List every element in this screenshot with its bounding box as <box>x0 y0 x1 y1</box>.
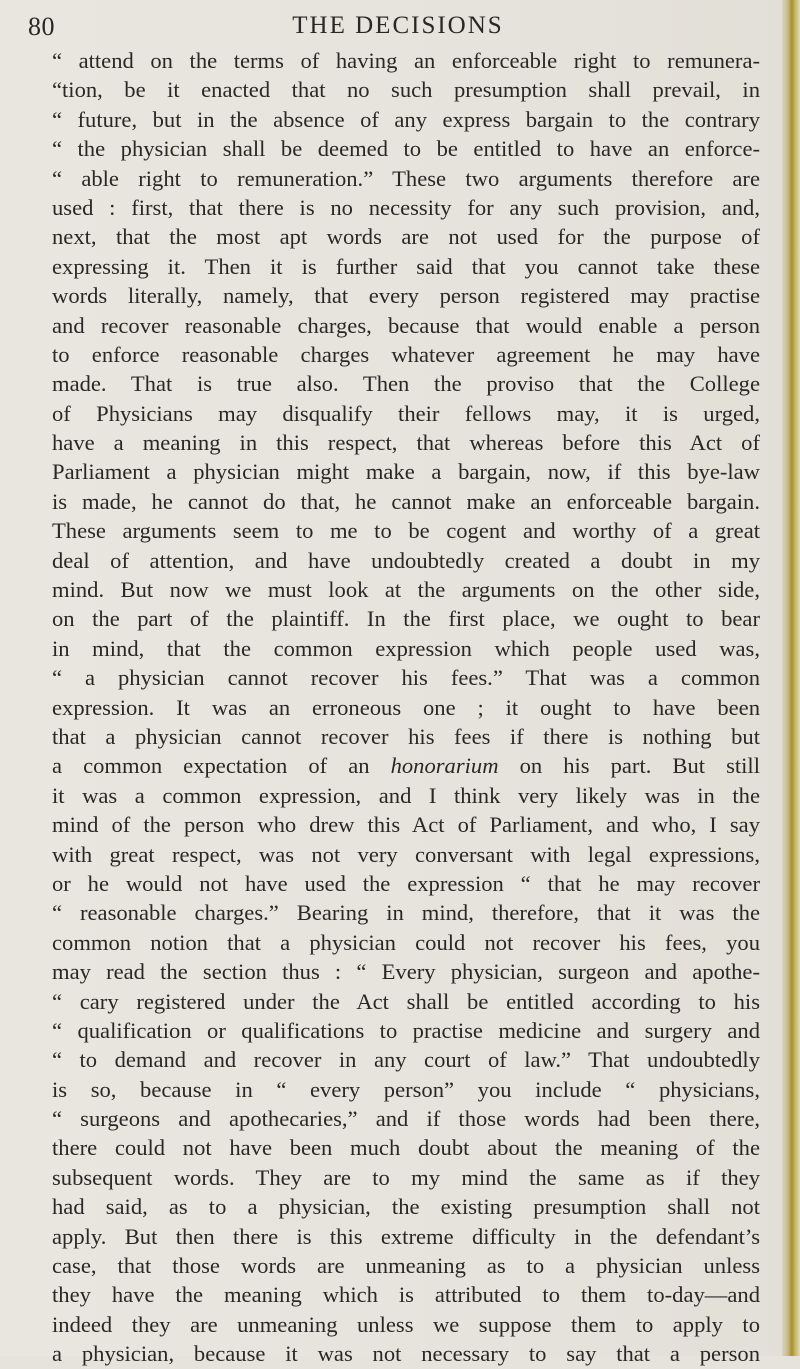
text-line: case, that those words are unmeaning as to a physician unless <box>52 1253 760 1279</box>
text-line: “ a physician cannot recover his fees.” That was a common <box>52 665 760 691</box>
page-header <box>28 6 768 46</box>
text-line: they have the meaning which is attributed to them to-day—and <box>52 1282 760 1308</box>
text-line: used : first, that there is no necessity for any such provision, and, <box>52 194 760 220</box>
text-line: made. That is true also. Then the proviso that the College <box>52 371 760 397</box>
text-line: deal of attention, and have undoubtedly created a doubt in my <box>52 547 760 573</box>
text-line: next, that the most apt words are not used for the purpose of <box>52 224 760 250</box>
text-line: “ surgeons and apothecaries,” and if those words had been there, <box>52 1106 760 1132</box>
text-line: expression. It was an erroneous one ; it ought to have been <box>52 694 760 720</box>
text-line: “ the physician shall be deemed to be entitled to have an enforce- <box>52 136 760 162</box>
text-line: on the part of the plaintiff. In the first place, we ought to bear <box>52 606 760 632</box>
text-line: and recover reasonable charges, because that would enable a person <box>52 312 760 338</box>
text-fragment: on his part. But still <box>498 753 760 779</box>
text-line: “ attend on the terms of having an enforceable right to remunera- <box>52 48 760 73</box>
text-line: have a meaning in this respect, that whereas before this Act of <box>52 430 760 456</box>
page-number: 80 <box>28 12 55 41</box>
text-line: had said, as to a physician, the existing presumption shall not <box>52 1194 760 1220</box>
text-line: Parliament a physician might make a bargain, now, if this bye-law <box>52 459 760 485</box>
text-line: “ cary registered under the Act shall be entitled according to his <box>52 988 760 1014</box>
running-title: THE DECISIONS <box>292 12 504 39</box>
text-line: that a physician cannot recover his fees if there is nothing but <box>52 723 760 749</box>
text-line-with-italic <box>52 751 760 780</box>
page-binding-edge <box>782 0 800 1356</box>
text-line: “tion, be it enacted that no such presumption shall prevail, in <box>52 77 760 103</box>
text-line: subsequent words. They are to my mind the same as if they <box>52 1164 760 1190</box>
text-line: it was a common expression, and I think very likely was in the <box>52 782 760 808</box>
text-line: there could not have been much doubt about the meaning of the <box>52 1135 760 1161</box>
text-line: “ qualification or qualifications to practise medicine and surgery and <box>52 1017 760 1043</box>
text-line: “ able right to remuneration.” These two arguments therefore are <box>52 165 760 191</box>
text-line: or he would not have used the expression “ that he may recover <box>52 870 760 896</box>
body-text <box>52 46 760 1369</box>
text-line: “ reasonable charges.” Bearing in mind, therefore, that it was the <box>52 900 760 926</box>
text-line: with great respect, was not very conversant with legal expressions, <box>52 841 760 867</box>
text-line: common notion that a physician could not recover his fees, you <box>52 929 760 955</box>
text-line: to enforce reasonable charges whatever agreement he may have <box>52 341 760 367</box>
text-line: may read the section thus : “ Every physician, surgeon and apothe- <box>52 959 760 985</box>
text-line: “ to demand and recover in any court of law.” That undoubtedly <box>52 1047 760 1073</box>
text-line: expressing it. Then it is further said that you cannot take these <box>52 253 760 279</box>
text-line: is made, he cannot do that, he cannot make an enforceable bargain. <box>52 488 760 514</box>
text-line: “ future, but in the absence of any express bargain to the contrary <box>52 106 760 132</box>
text-line: is so, because in “ every person” you include “ physicians, <box>52 1076 760 1102</box>
text-line: mind of the person who drew this Act of Parliament, and who, I say <box>52 812 760 838</box>
text-line: mind. But now we must look at the arguments on the other side, <box>52 577 760 603</box>
text-fragment: a common expectation of an <box>52 753 391 779</box>
text-line: indeed they are unmeaning unless we suppose them to apply to <box>52 1311 760 1337</box>
text-line: These arguments seem to me to be cogent and worthy of a great <box>52 518 760 544</box>
text-line: words literally, namely, that every person registered may practise <box>52 283 760 309</box>
italic-term: honorarium <box>390 753 499 779</box>
text-line: in mind, that the common expression which people used was, <box>52 635 760 661</box>
text-line: apply. But then there is this extreme difficulty in the defendant’s <box>52 1223 760 1249</box>
text-line: a physician, because it was not necessary to say that a person <box>52 1341 760 1367</box>
text-line: of Physicians may disqualify their fellows may, it is urged, <box>52 400 760 426</box>
